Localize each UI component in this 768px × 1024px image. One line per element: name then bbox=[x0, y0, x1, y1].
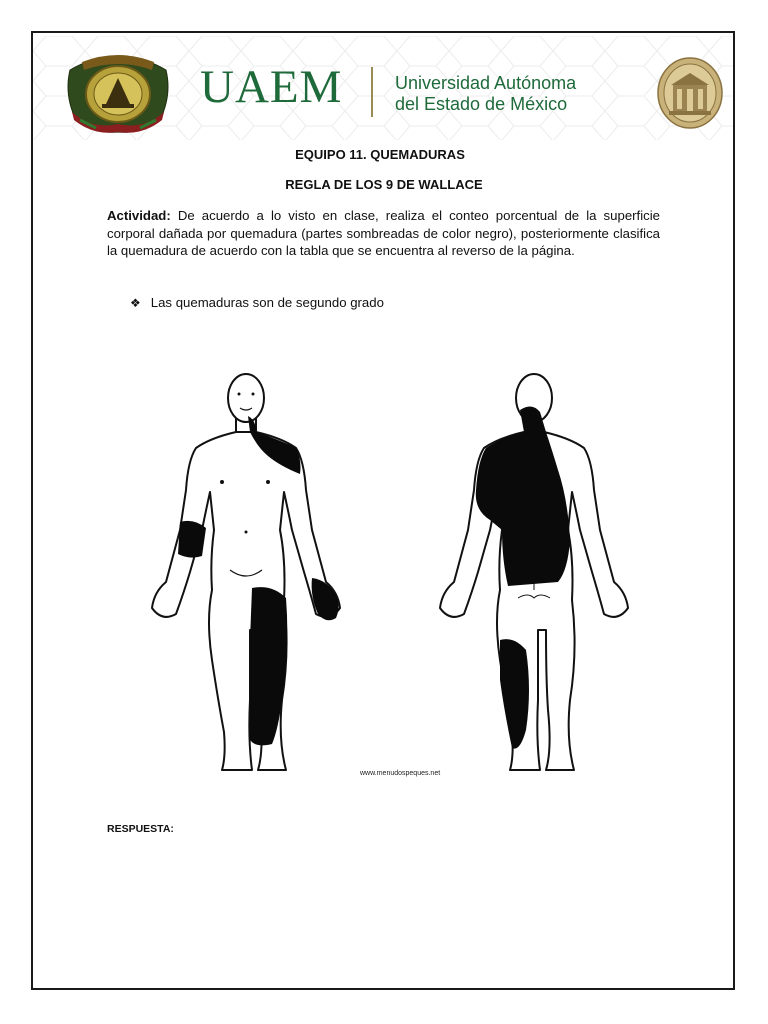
bullet-text: Las quemaduras son de segundo grado bbox=[150, 295, 384, 310]
answer-label: RESPUESTA: bbox=[107, 823, 174, 835]
brand-acronym: UAEM bbox=[200, 61, 343, 113]
university-name bbox=[395, 73, 576, 115]
figure-credit: www.menudospeques.net bbox=[360, 770, 441, 777]
document-subtitle: REGLA DE LOS 9 DE WALLACE bbox=[285, 177, 483, 192]
uaem-coat-of-arms-icon bbox=[62, 50, 174, 134]
activity-text: De acuerdo a lo visto en clase, realiza el conteo porcentual de la superficie corporal dañada por quemadura (partes sombreadas de color negro), posteriormente clasifica la quemadura de acuerdo con la tabla que se encuentra al reverso de la página. bbox=[107, 208, 660, 258]
body-burn-diagram bbox=[140, 360, 640, 790]
building-seal-icon bbox=[657, 57, 723, 129]
front-body-figure bbox=[152, 374, 340, 770]
bullet-item bbox=[130, 295, 384, 310]
university-name-line2: del Estado de México bbox=[395, 94, 568, 114]
document-title: EQUIPO 11. QUEMADURAS bbox=[295, 147, 465, 162]
activity-label: Actividad: bbox=[107, 208, 171, 223]
brand-divider bbox=[371, 67, 373, 117]
activity-paragraph bbox=[107, 207, 660, 260]
diamond-bullet-icon: ❖ bbox=[130, 296, 141, 310]
university-name-line1: Universidad Autónoma bbox=[395, 73, 577, 93]
